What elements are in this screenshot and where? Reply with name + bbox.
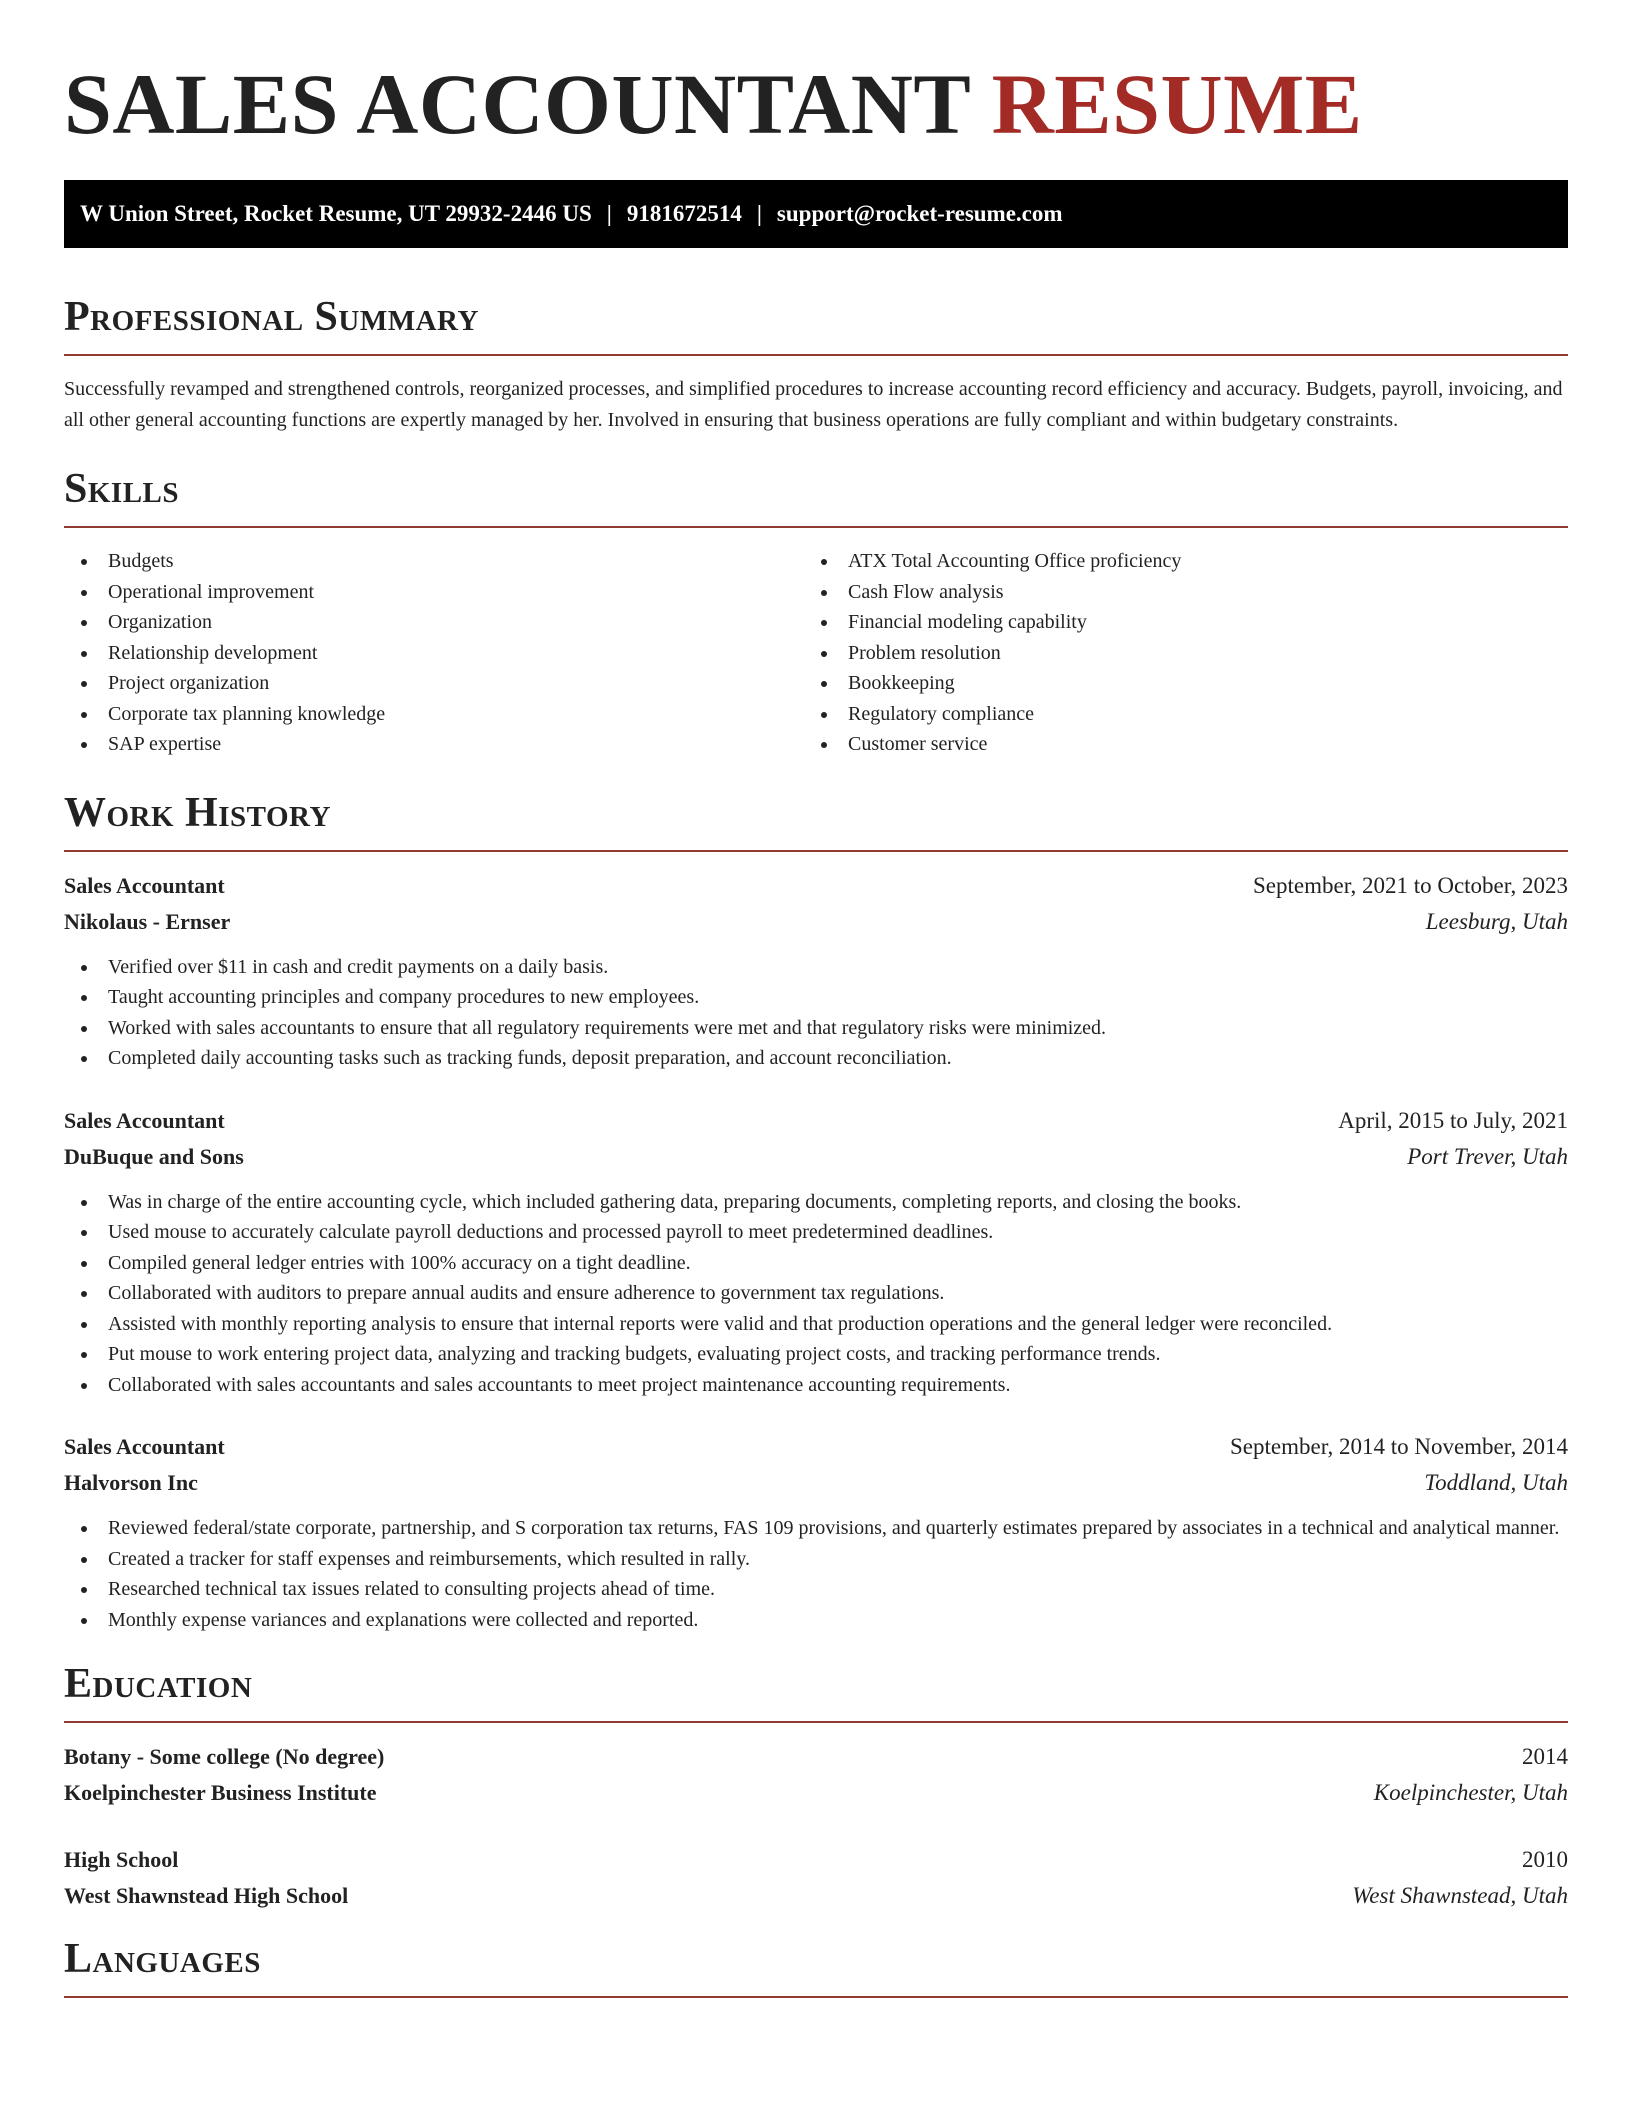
skills-list-left [64, 546, 804, 760]
education-degree-row [64, 1739, 1568, 1775]
duty-item: Assisted with monthly reporting analysis to ensure that internal reports were valid and that production operations and the general ledger were reconciled. [64, 1309, 1568, 1340]
section-divider [64, 850, 1568, 852]
duty-item: Put mouse to work entering project data, analyzing and tracking budgets, evaluating project costs, and tracking performance trends. [64, 1339, 1568, 1370]
skill-item: SAP expertise [64, 729, 804, 760]
duty-item: Collaborated with sales accountants and sales accountants to meet project maintenance accounting requirements. [64, 1370, 1568, 1401]
skill-item: Cash Flow analysis [804, 577, 1544, 608]
contact-separator: | [606, 201, 612, 226]
title-accent: RESUME [991, 56, 1363, 152]
job-company-row [64, 1139, 1568, 1175]
contact-bar [64, 180, 1568, 248]
skill-item: ATX Total Accounting Office proficiency [804, 546, 1544, 577]
section-divider [64, 526, 1568, 528]
job-dates: April, 2015 to July, 2021 [1338, 1107, 1568, 1133]
job-location: Toddland, Utah [1424, 1470, 1568, 1495]
education-school: West Shawnstead High School [64, 1883, 349, 1908]
skill-item: Budgets [64, 546, 804, 577]
skill-item: Corporate tax planning knowledge [64, 699, 804, 730]
job-entry [64, 1103, 1568, 1401]
section-divider [64, 354, 1568, 356]
education-school-row [64, 1878, 1568, 1914]
job-title: Sales Accountant [64, 872, 225, 898]
duty-item: Completed daily accounting tasks such as tracking funds, deposit preparation, and account reconciliation. [64, 1043, 1568, 1074]
resume-title [64, 0, 1568, 152]
duty-item: Taught accounting principles and company procedures to new employees. [64, 982, 1568, 1013]
duty-item: Reviewed federal/state corporate, partnership, and S corporation tax returns, FAS 109 provisions, and quarterly estimates prepared by associates in a technical and analytical manner. [64, 1513, 1568, 1544]
section-divider [64, 1721, 1568, 1723]
contact-email: support@rocket-resume.com [776, 201, 1063, 226]
duty-item: Worked with sales accountants to ensure that all regulatory requirements were met and that regulatory risks were minimized. [64, 1013, 1568, 1044]
skill-item: Project organization [64, 668, 804, 699]
skill-item: Relationship development [64, 638, 804, 669]
languages-section [64, 1934, 1568, 1998]
skill-item: Operational improvement [64, 577, 804, 608]
job-title: Sales Accountant [64, 1434, 225, 1459]
job-title: Sales Accountant [64, 1107, 225, 1133]
skill-item: Financial modeling capability [804, 607, 1544, 638]
section-heading-skills: Skills [64, 466, 180, 512]
education-year: 2010 [1522, 1847, 1568, 1872]
duty-item: Monthly expense variances and explanations were collected and reported. [64, 1605, 1568, 1636]
job-duties [64, 1187, 1568, 1401]
job-header-row [64, 868, 1568, 904]
education-school-row [64, 1775, 1568, 1811]
skills-grid [64, 546, 1568, 760]
duty-item: Compiled general ledger entries with 100% accuracy on a tight deadline. [64, 1248, 1568, 1279]
title-main: SALES ACCOUNTANT [64, 56, 970, 152]
education-entry [64, 1842, 1568, 1914]
duty-item: Collaborated with auditors to prepare annual audits and ensure adherence to government tax regulations. [64, 1278, 1568, 1309]
duty-item: Created a tracker for staff expenses and reimbursements, which resulted in rally. [64, 1544, 1568, 1575]
education-degree: Botany - Some college (No degree) [64, 1744, 385, 1769]
job-dates: September, 2014 to November, 2014 [1230, 1434, 1568, 1459]
job-entry [64, 868, 1568, 1074]
education-entry [64, 1739, 1568, 1811]
education-section [64, 1659, 1568, 1914]
education-degree: High School [64, 1847, 179, 1872]
job-duties [64, 952, 1568, 1074]
job-company-row [64, 1465, 1568, 1501]
skill-item: Bookkeeping [804, 668, 1544, 699]
job-location: Port Trever, Utah [1407, 1143, 1568, 1169]
resume-page [64, 0, 1568, 1998]
work-history-section [64, 788, 1568, 1636]
duty-item: Verified over $11 in cash and credit payments on a daily basis. [64, 952, 1568, 983]
summary-section [64, 292, 1568, 436]
education-year: 2014 [1522, 1744, 1568, 1769]
job-location: Leesburg, Utah [1425, 908, 1568, 934]
job-company-row [64, 904, 1568, 940]
skills-section [64, 464, 1568, 760]
section-heading-languages: Languages [64, 1936, 261, 1982]
job-company: Halvorson Inc [64, 1470, 198, 1495]
skill-item: Problem resolution [804, 638, 1544, 669]
education-school: Koelpinchester Business Institute [64, 1780, 377, 1805]
job-dates: September, 2021 to October, 2023 [1253, 872, 1568, 898]
section-divider [64, 1996, 1568, 1998]
job-company: Nikolaus - Ernser [64, 908, 231, 934]
section-heading-education: Education [64, 1661, 253, 1707]
section-heading-summary: Professional Summary [64, 294, 479, 340]
contact-separator: | [756, 201, 762, 226]
duty-item: Researched technical tax issues related to consulting projects ahead of time. [64, 1574, 1568, 1605]
job-entry [64, 1429, 1568, 1635]
section-heading-work: Work History [64, 789, 331, 836]
duty-item: Used mouse to accurately calculate payroll deductions and processed payroll to meet predetermined deadlines. [64, 1217, 1568, 1248]
skill-item: Regulatory compliance [804, 699, 1544, 730]
skill-item: Customer service [804, 729, 1544, 760]
education-location: West Shawnstead, Utah [1352, 1883, 1568, 1908]
job-company: DuBuque and Sons [64, 1143, 244, 1169]
education-location: Koelpinchester, Utah [1373, 1780, 1568, 1805]
education-degree-row [64, 1842, 1568, 1878]
contact-address: W Union Street, Rocket Resume, UT 29932-2446 US [80, 201, 592, 226]
summary-text: Successfully revamped and strengthened controls, reorganized processes, and simplified procedures to increase accounting record efficiency and accuracy. Budgets, payroll, invoicing, and all other general accounting functions are expertly managed by her. Involved in ensuring that business operations are fully compliant and within budgetary constraints. [64, 378, 1563, 431]
skill-item: Organization [64, 607, 804, 638]
job-header-row [64, 1429, 1568, 1465]
skills-list-right [804, 546, 1544, 760]
duty-item: Was in charge of the entire accounting cycle, which included gathering data, preparing documents, completing reports, and closing the books. [64, 1187, 1568, 1218]
job-duties [64, 1513, 1568, 1635]
contact-phone: 9181672514 [626, 201, 742, 226]
job-header-row [64, 1103, 1568, 1139]
